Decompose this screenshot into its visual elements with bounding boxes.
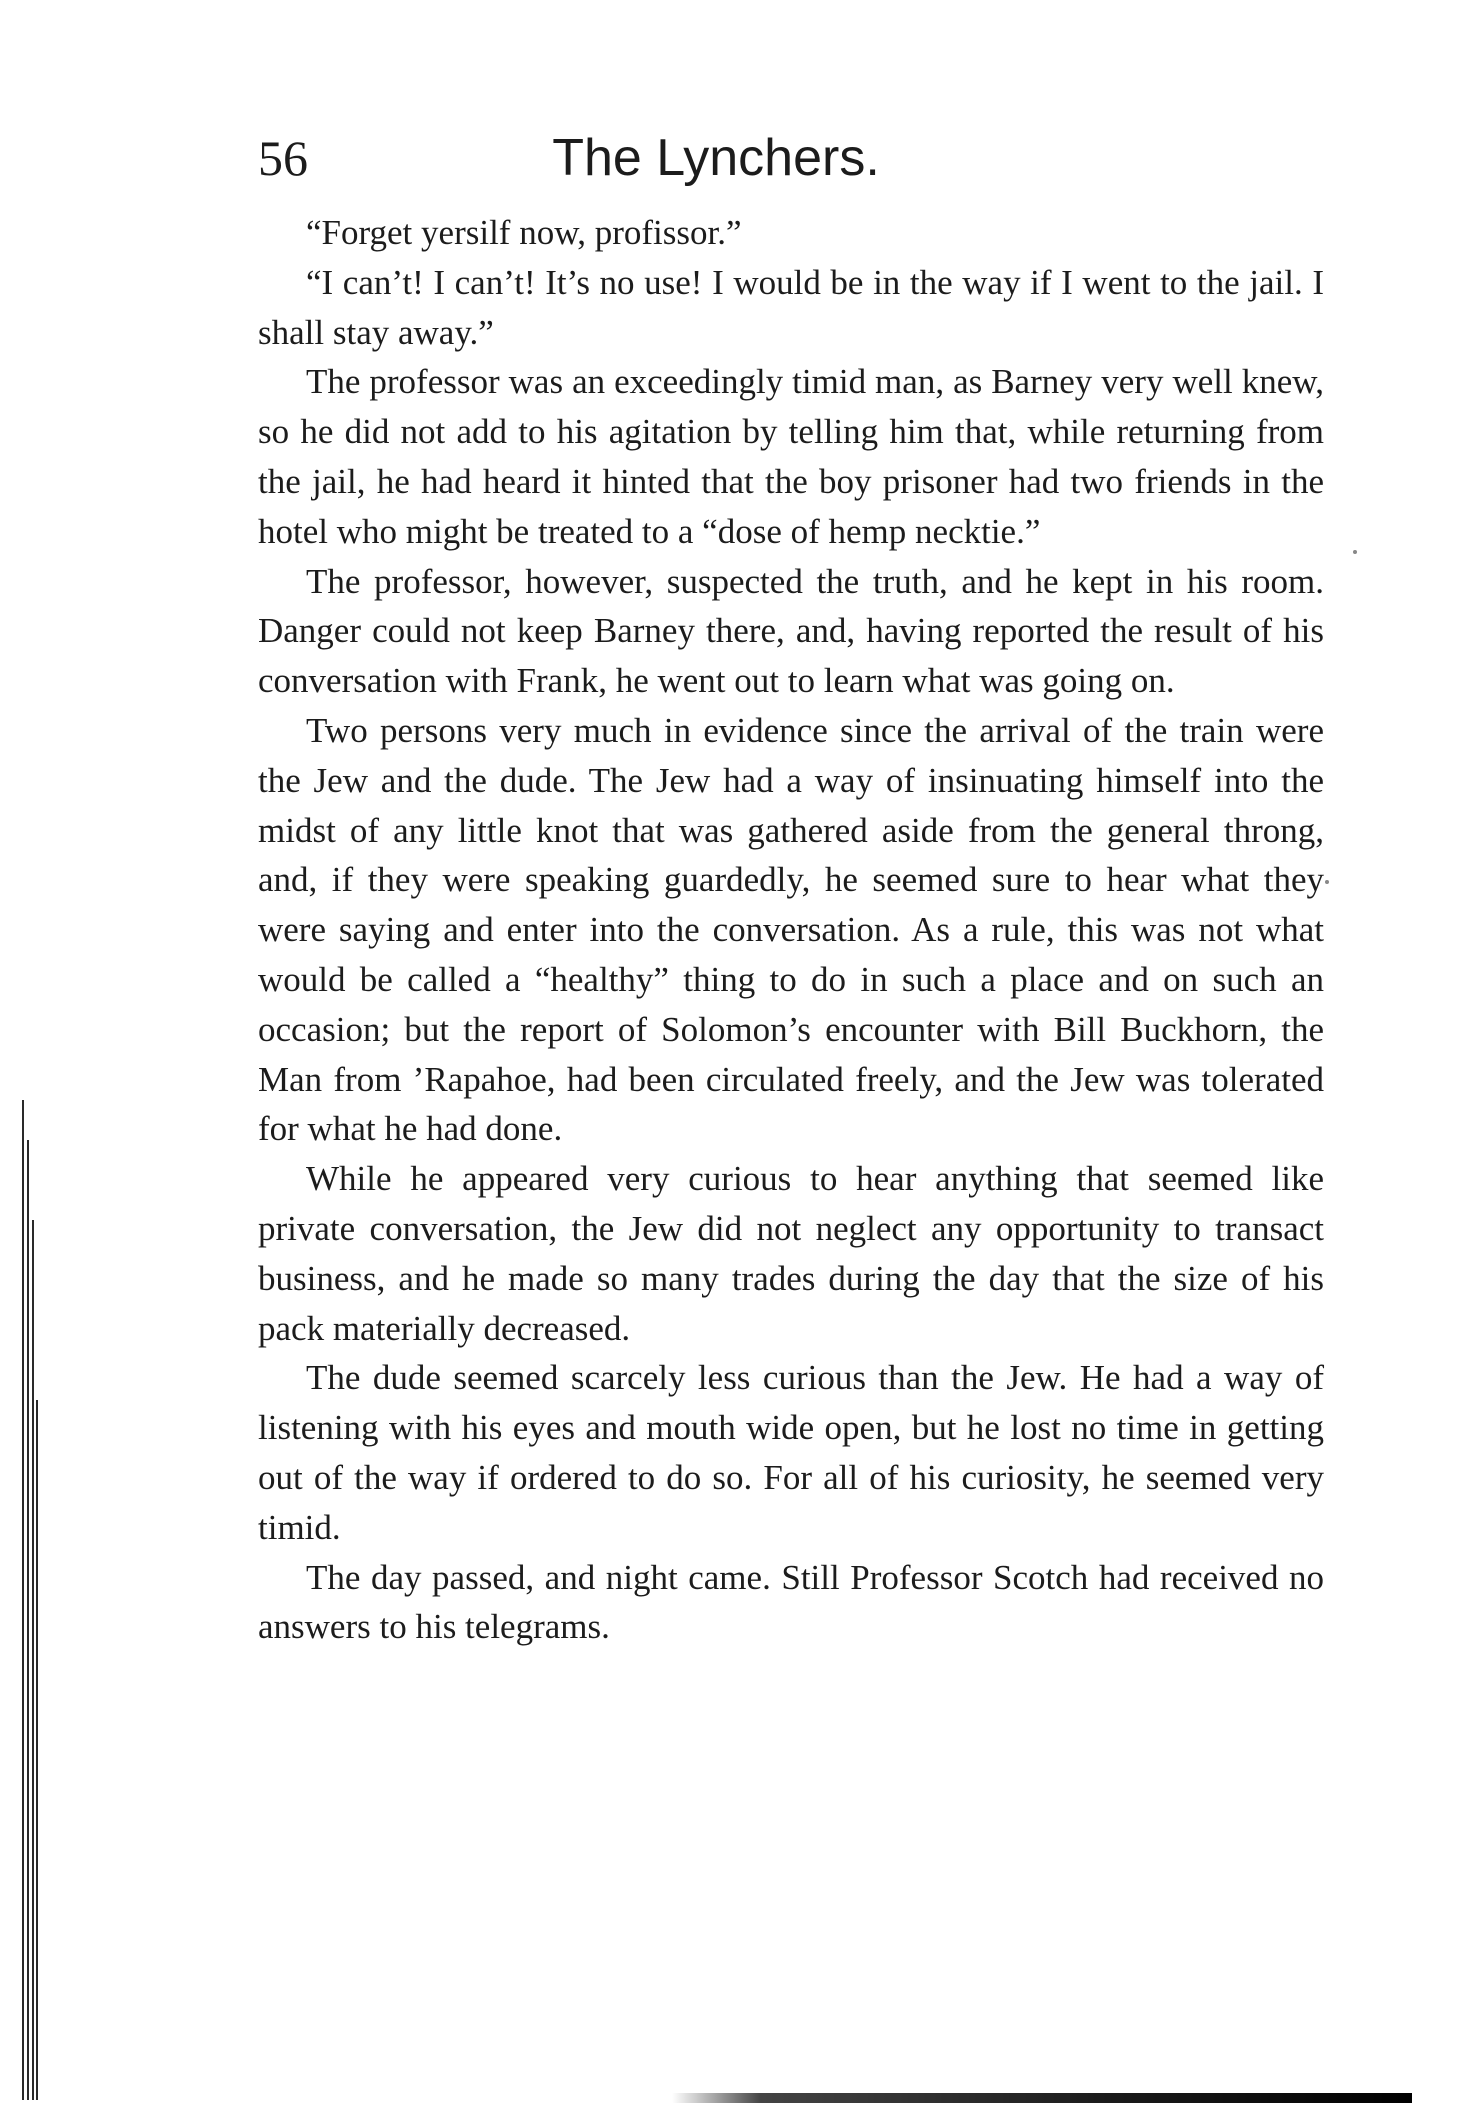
body-text	[258, 208, 1324, 1652]
print-speck	[1353, 550, 1357, 554]
paragraph: “Forget yersilf now, profissor.”	[306, 213, 742, 252]
print-speck	[1325, 880, 1329, 884]
page-number: 56	[258, 130, 308, 186]
paragraph: The dude seemed scarcely less curious than the Jew. He had a way of listening with his eyes and mouth wide open, but he lost no time in getting out of the way if ordered to do so. For all of his curiosity, he seemed very timid.	[258, 1358, 1324, 1547]
paragraph: Two persons very much in evidence since the arrival of the train were the Jew and the dude. The Jew had a way of insinuating himself into the midst of any little knot that was gathered aside from the general throng, and, if they were speaking guardedly, he seemed sure to hear what they were saying and enter into the conversation. As a rule, this was not what would be called a “healthy” thing to do in such a place and on such an occasion; but the report of Solomon’s encounter with Bill Buckhorn, the Man from ’Rapahoe, had been circulated freely, and the Jew was tolerated for what he had done.	[258, 710, 1324, 1149]
paragraph: While he appeared very curious to hear anything that seemed like private conversation, the Jew did not neglect any opportunity to transact business, and he made so many trades during the day that the size of his pack materially decreased.	[258, 1159, 1324, 1348]
page-header	[258, 118, 1324, 198]
running-title: The Lynchers.	[552, 129, 880, 187]
bottom-rule	[672, 2093, 1412, 2103]
binding-edge-lines	[22, 1100, 40, 2100]
paragraph: The professor was an exceedingly timid man, as Barney very well knew, so he did not add to his agitation by telling him that, while returning from the jail, he had heard it hinted that the boy prisoner had two friends in the hotel who might be treated to a “dose of hemp necktie.”	[258, 362, 1324, 551]
paragraph: The professor, however, suspected the truth, and he kept in his room. Danger could not keep Barney there, and, having reported the result of his conversation with Frank, he went out to learn what was going on.	[258, 561, 1324, 701]
paragraph: “I can’t! I can’t! It’s no use! I would be in the way if I went to the jail. I shall stay away.”	[258, 262, 1324, 352]
paragraph: The day passed, and night came. Still Professor Scotch had received no answers to his telegrams.	[258, 1557, 1324, 1647]
